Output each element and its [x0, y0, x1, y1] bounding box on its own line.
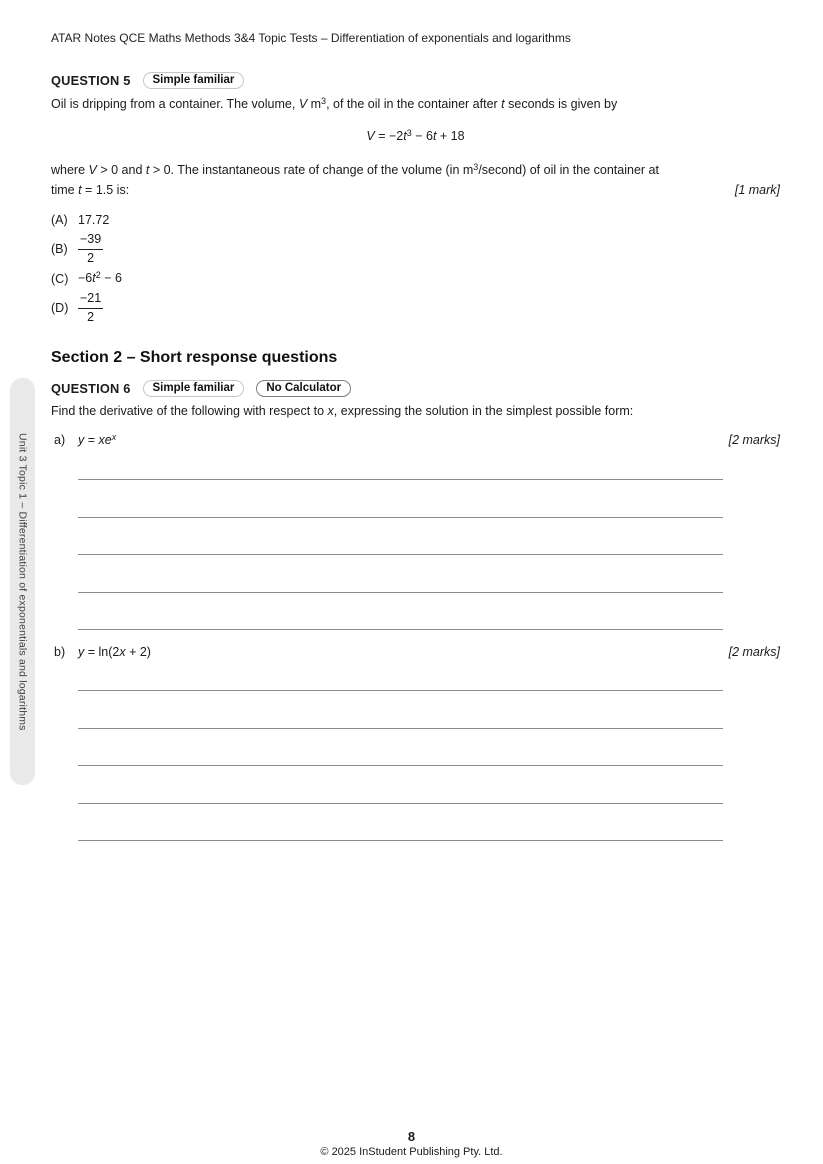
part-b-label: b): [54, 645, 66, 659]
part-a-label: a): [54, 433, 66, 447]
question6-no-calculator-badge: No Calculator: [256, 380, 351, 397]
option-a: [51, 211, 780, 229]
question6-label: QUESTION 6: [51, 381, 131, 396]
option-b-fraction: [78, 232, 103, 266]
option-a-label: (A): [51, 213, 68, 227]
question5-difficulty-badge: Simple familiar: [143, 72, 245, 89]
question5-body-line2-row: [51, 181, 780, 200]
option-b-label: (B): [51, 242, 68, 256]
question5-marks: [1 mark]: [734, 182, 780, 197]
answer-line: [78, 729, 723, 767]
page-footer: [0, 1129, 823, 1158]
question5-body-line2: time t = 1.5 is:: [51, 182, 130, 197]
question5-formula: $V = -2t^3 - 6t + 18$: [366, 127, 465, 143]
option-a-value: 17.72: [78, 213, 110, 227]
part-b-equation: y = ln(2x + 2): [78, 645, 151, 659]
part-b-marks: [2 marks]: [728, 645, 780, 659]
option-d-denominator: 2: [87, 309, 95, 324]
answer-line: [78, 804, 723, 842]
question5-options: [51, 211, 780, 325]
question6-part-a-row: [51, 431, 780, 450]
question6-part-b-row: [51, 643, 780, 661]
option-d: [51, 291, 780, 325]
option-b-numerator: −39: [78, 232, 103, 250]
question6-difficulty-badge: Simple familiar: [143, 380, 245, 397]
answer-line: [78, 480, 723, 518]
answer-line: [78, 691, 723, 729]
question5-heading: [51, 72, 780, 89]
document-header: ATAR Notes QCE Maths Methods 3&4 Topic Tests – Differentiation of exponentials and logarithms: [51, 31, 571, 45]
question6-instruction: Find the derivative of the following with respect to x, expressing the solution in the simplest possible form:: [51, 404, 634, 418]
answer-line: [78, 593, 723, 631]
unit-topic-side-tab: [10, 378, 35, 785]
option-c-label: (C): [51, 271, 69, 286]
option-d-fraction: [78, 291, 103, 325]
part-a-marks: [2 marks]: [728, 433, 780, 447]
option-c-value: $-6t^2 - 6$: [78, 269, 122, 285]
part-a-equation: $y = xe^x$: [78, 431, 117, 447]
side-tab-text: Unit 3 Topic 1 – Differentiation of exponentials and logarithms: [16, 432, 29, 731]
page-number: 8: [407, 1129, 416, 1144]
option-c: [51, 269, 780, 288]
option-d-label: (D): [51, 301, 69, 315]
question5-body: [51, 161, 780, 199]
answer-line: [78, 518, 723, 556]
option-b: [51, 232, 780, 266]
question6-heading: [51, 380, 780, 397]
option-d-numerator: −21: [78, 291, 103, 309]
copyright-notice: © 2025 InStudent Publishing Pty. Ltd.: [320, 1146, 503, 1158]
question5-body-line1: where V > 0 and t > 0. The instantaneous rate of change of the volume (in $m^3/second$) of oil in the container at: [51, 161, 659, 177]
answer-line: [78, 555, 723, 593]
answer-line: [78, 766, 723, 804]
part-b-answer-lines: [51, 661, 780, 841]
section2-title: Section 2 – Short response questions: [51, 349, 338, 366]
option-b-denominator: 2: [87, 250, 95, 265]
answer-line: [78, 661, 723, 691]
question5-intro: Oil is dripping from a container. The volume, V $m^3$, of the oil in the container after t seconds is given by: [51, 95, 618, 111]
answer-line: [78, 450, 723, 480]
part-a-answer-lines: [51, 450, 780, 630]
question5-label: QUESTION 5: [51, 73, 131, 88]
